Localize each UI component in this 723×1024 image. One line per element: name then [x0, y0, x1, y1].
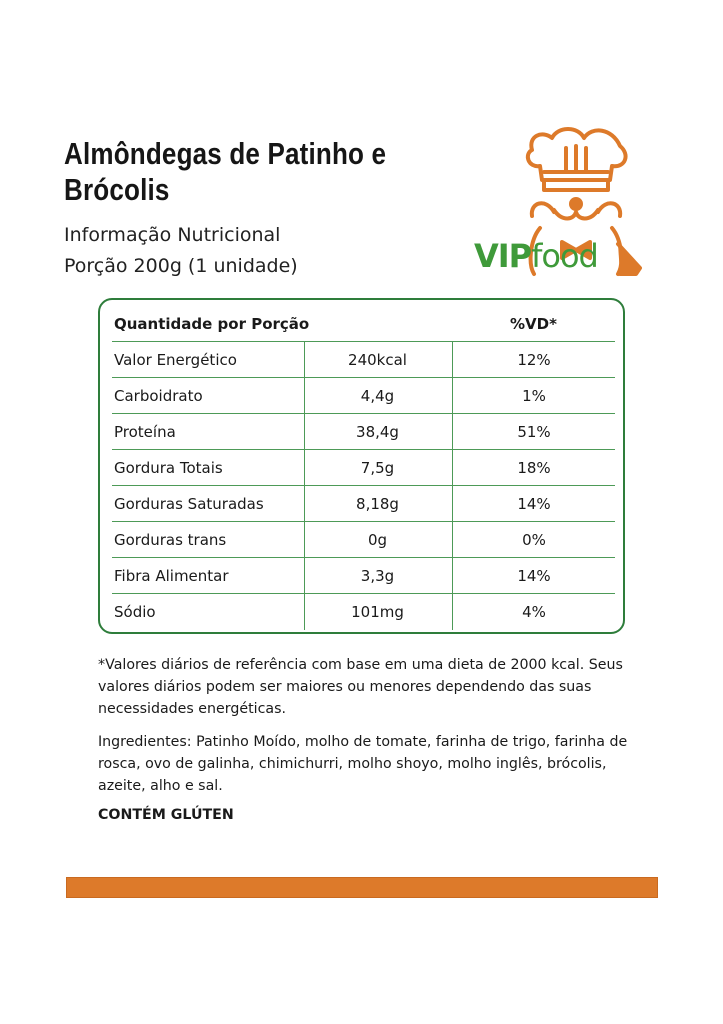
- nutrient-vd: 12%: [452, 342, 615, 378]
- footer-bar: [66, 877, 658, 898]
- nutrient-name: Proteína: [114, 423, 176, 441]
- portion-label: Porção 200g (1 unidade): [64, 255, 298, 277]
- nutrition-subtitle: [64, 220, 424, 282]
- table-row: [112, 342, 615, 378]
- product-title: [64, 136, 417, 208]
- nutrient-quantity: 4,4g: [304, 378, 450, 414]
- product-title-line2: Brócolis: [64, 172, 170, 207]
- nutrient-name: Gorduras trans: [114, 531, 227, 549]
- nutrient-vd: 0%: [452, 522, 615, 558]
- nutrient-quantity: 0g: [304, 522, 450, 558]
- nutrient-quantity: 3,3g: [304, 558, 450, 594]
- nutrient-vd: 51%: [452, 414, 615, 450]
- brand-logo-text: [474, 236, 598, 276]
- table-row: [112, 558, 615, 594]
- brand-name-food: food: [531, 237, 598, 275]
- nutrient-quantity: 101mg: [304, 594, 450, 630]
- table-row: [112, 486, 615, 522]
- nutrient-quantity: 240kcal: [304, 342, 450, 378]
- nutrient-quantity: 7,5g: [304, 450, 450, 486]
- nutrition-table: [98, 298, 625, 634]
- nutrient-name: Gordura Totais: [114, 459, 223, 477]
- nutrient-vd: 1%: [452, 378, 615, 414]
- nutrient-vd: 14%: [452, 558, 615, 594]
- daily-values-footnote: *Valores diários de referência com base em uma dieta de 2000 kcal. Seus valores diários podem ser maiores ou menores dependendo das suas necessidades energéticas.: [98, 657, 623, 717]
- header-vd-label: %VD*: [510, 315, 557, 333]
- nutrient-vd: 18%: [452, 450, 615, 486]
- nutrient-quantity: 8,18g: [304, 486, 450, 522]
- nutrient-name: Gorduras Saturadas: [114, 495, 264, 513]
- gluten-warning: CONTÉM GLÚTEN: [98, 807, 234, 823]
- nutrient-vd: 14%: [452, 486, 615, 522]
- header-quantity-label: Quantidade por Porção: [114, 315, 310, 333]
- brand-name-vip: VIP: [474, 237, 532, 275]
- table-row: [112, 594, 615, 630]
- nutrient-vd: 4%: [452, 594, 615, 630]
- table-row: [112, 414, 615, 450]
- product-title-line1: Almôndegas de Patinho e: [64, 136, 387, 171]
- table-row: [112, 378, 615, 414]
- nutrient-name: Valor Energético: [114, 351, 237, 369]
- nutrition-info-label: Informação Nutricional: [64, 224, 281, 246]
- nutrient-quantity: 38,4g: [304, 414, 450, 450]
- table-row: [112, 450, 615, 486]
- table-header: [112, 306, 615, 342]
- nutrient-name: Sódio: [114, 603, 156, 621]
- table-row: [112, 522, 615, 558]
- nutrient-name: Carboidrato: [114, 387, 203, 405]
- nutrient-name: Fibra Alimentar: [114, 567, 229, 585]
- ingredients-text: Ingredientes: Patinho Moído, molho de tomate, farinha de trigo, farinha de rosca, ovo de galinha, chimichurri, molho shoyo, molho inglês, brócolis, azeite, alho e sal.: [98, 734, 628, 794]
